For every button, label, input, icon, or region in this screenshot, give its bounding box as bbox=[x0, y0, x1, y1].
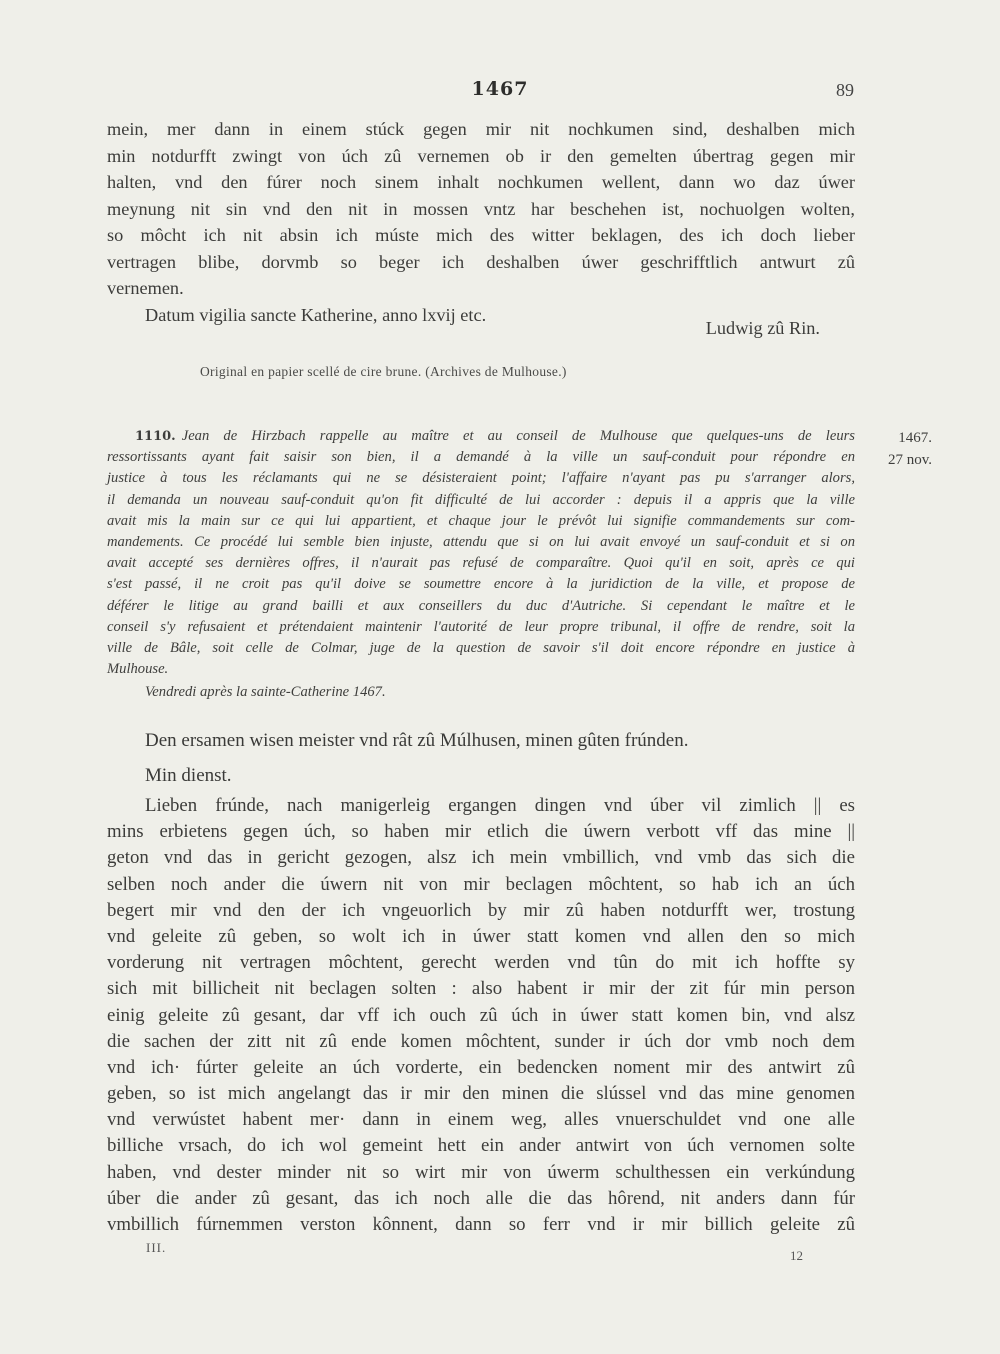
summary-line: mandements. Ce procédé lui semble bien injuste, attendu que si on lui avait envoyé un sauf-conduit et si on bbox=[107, 533, 855, 550]
text-line: sich mit billicheit nit beclagen solten : also habent ir mir der zit fúr min person bbox=[107, 978, 855, 1000]
text-line: Lieben frúnde, nach manigerleig ergangen dingen vnd úber vil zimlich || es bbox=[145, 795, 855, 816]
text-line: úber die ander zû gesant, das ich noch alle die das hôrend, nit anders dann fúr bbox=[107, 1187, 855, 1209]
margin-day: 27 nov. bbox=[887, 452, 932, 468]
text-line: mins erbietens gegen úch, so haben mir etlich die úwern verbott vff das mine || bbox=[107, 821, 855, 843]
summary-line: avait accepté ses dernières offres, il n'aurait pas refusé de comparaître. Quoi qu'il en soit, après ce qui bbox=[107, 555, 855, 572]
letter-greeting: Min dienst. bbox=[145, 765, 232, 786]
summary-line: déférer le litige au grand bailli et aux conseillers du duc d'Autriche. Si cependant le maître et le bbox=[107, 597, 855, 614]
text-line: vernemen. bbox=[107, 278, 184, 298]
margin-year: 1467. bbox=[898, 430, 932, 446]
text-line: halten, vnd den fúrer noch sinem inhalt nochkumen wellent, dann wo daz úwer bbox=[107, 172, 855, 192]
text-line: einig geleite zû gesant, dar vff ich ouch zû úch in úwer statt komen bin, vnd alsz bbox=[107, 1004, 855, 1026]
entry-date-line: Vendredi après la sainte-Catherine 1467. bbox=[145, 684, 386, 701]
text-line: haben, vnd dester minder nit so wirt mir von úwerm schulthessen ein verkúndung bbox=[107, 1161, 855, 1183]
dating-clause: Datum vigilia sancte Katherine, anno lxvij etc. bbox=[145, 304, 487, 325]
summary-line: s'est passé, il ne croit pas qu'il doive se soumettre encore à la juridiction de la ville, et propose de bbox=[107, 576, 855, 593]
page-number: 89 bbox=[836, 80, 854, 100]
text-line: geton vnd das in gericht gezogen, alsz ich mein vmbillich, vnd vmb das sich die bbox=[107, 847, 855, 869]
letter-address: Den ersamen wisen meister vnd rât zû Múlhusen, minen gûten frúnden. bbox=[145, 730, 689, 751]
text-line: min notdurfft zwingt von úch zû vernemen ob ir den gemelten úbertrag gegen mir bbox=[107, 145, 855, 166]
text-line: begert mir vnd den der ich vngeuorlich by mir zû haben notdurfft wer, trostung bbox=[107, 899, 855, 921]
text-line: vnd ich· fúrter geleite an úch vorderte, ein bedencken noment mir des antwirt zû bbox=[107, 1056, 855, 1078]
summary-line: justice à tous les réclamants qui ne se désisteraient point; l'affaire n'ayant pas pu s'arranger alors, bbox=[107, 470, 855, 487]
text-line: vorderung nit vertragen môchtent, gerecht werden vnd tûn do mit ich hoffte sy bbox=[107, 952, 855, 974]
text-line: vnd verwústet habent mer· dann in einem weg, alles vnuerschuldet vnd one alle bbox=[107, 1109, 855, 1131]
text-line: mein, mer dann in einem stúck gegen mir nit nochkumen sind, deshalben mich bbox=[107, 119, 855, 139]
entry-number: 1110. bbox=[135, 429, 176, 444]
summary-first-line bbox=[107, 426, 855, 447]
text-line: selben noch ander die úwern nit von mir beclagen môchtent, so hab ich an úch bbox=[107, 873, 855, 895]
running-head-year: 1467 bbox=[471, 78, 529, 100]
text-line: billiche vrsach, do ich wol gemeint hett ein ander antwirt von úch vernomen solte bbox=[107, 1135, 855, 1157]
gathering-mark: 12 bbox=[790, 1248, 803, 1263]
text-line: vmbillich fúrnemmen verston kônnent, dann so ferr vnd ir mir billich geleite zû bbox=[107, 1214, 855, 1235]
text-line: die sachen der zitt nit zû ende komen môchtent, sunder ir úch dor vmb noch dem bbox=[107, 1030, 855, 1052]
summary-text: Jean de Hirzbach rappelle au maître et au conseil de Mulhouse que quelques-uns de leurs bbox=[181, 428, 855, 444]
text-line: so môcht ich nit absin ich múste mich des witter beklagen, des ich doch lieber bbox=[107, 225, 855, 245]
continued-letter-text bbox=[107, 116, 855, 328]
summary-line: il demanda un nouveau sauf-conduit qu'on fit difficulté de lui accorder : depuis il a appris que la ville bbox=[107, 491, 855, 508]
letter-body bbox=[107, 793, 855, 1238]
summary-line: Mulhouse. bbox=[107, 661, 169, 678]
text-line: geben, so ist mich angelangt das ir mir den minen die slússel vnd das mine genomen bbox=[107, 1083, 855, 1105]
volume-signature: III. bbox=[146, 1240, 167, 1255]
summary-line: ville de Bâle, soit celle de Colmar, juge de la question de savoir s'il doit encore répondre en justice à bbox=[107, 639, 855, 656]
summary-line: conseil s'y refusaient et prétendaient maintenir l'autorité de leur propre tribunal, il offre de rendre, soit la bbox=[107, 618, 855, 635]
text-line: meynung nit sin vnd den nit in mossen vntz har beschehen ist, nochuolgen wolten, bbox=[107, 198, 855, 219]
text-line: vnd geleite zû geben, so wolt ich in úwer statt komen vnd allen den so mich bbox=[107, 925, 855, 947]
text-line: vertragen blibe, dorvmb so beger ich deshalben úwer geschrifftlich antwurt zû bbox=[107, 251, 855, 272]
source-note: Original en papier scellé de cire brune. (Archives de Mulhouse.) bbox=[200, 364, 567, 379]
entry-summary bbox=[107, 426, 855, 703]
signature: Ludwig zû Rin. bbox=[705, 318, 820, 338]
summary-line: ressortissants ayant fait saisir son bien, il a demandé à la ville un sauf-conduit pour répondre en bbox=[107, 449, 855, 466]
summary-line: avait mis la main sur ce qui lui appartient, et chaque jour le prévôt lui signifie commandements sur com- bbox=[107, 512, 855, 529]
